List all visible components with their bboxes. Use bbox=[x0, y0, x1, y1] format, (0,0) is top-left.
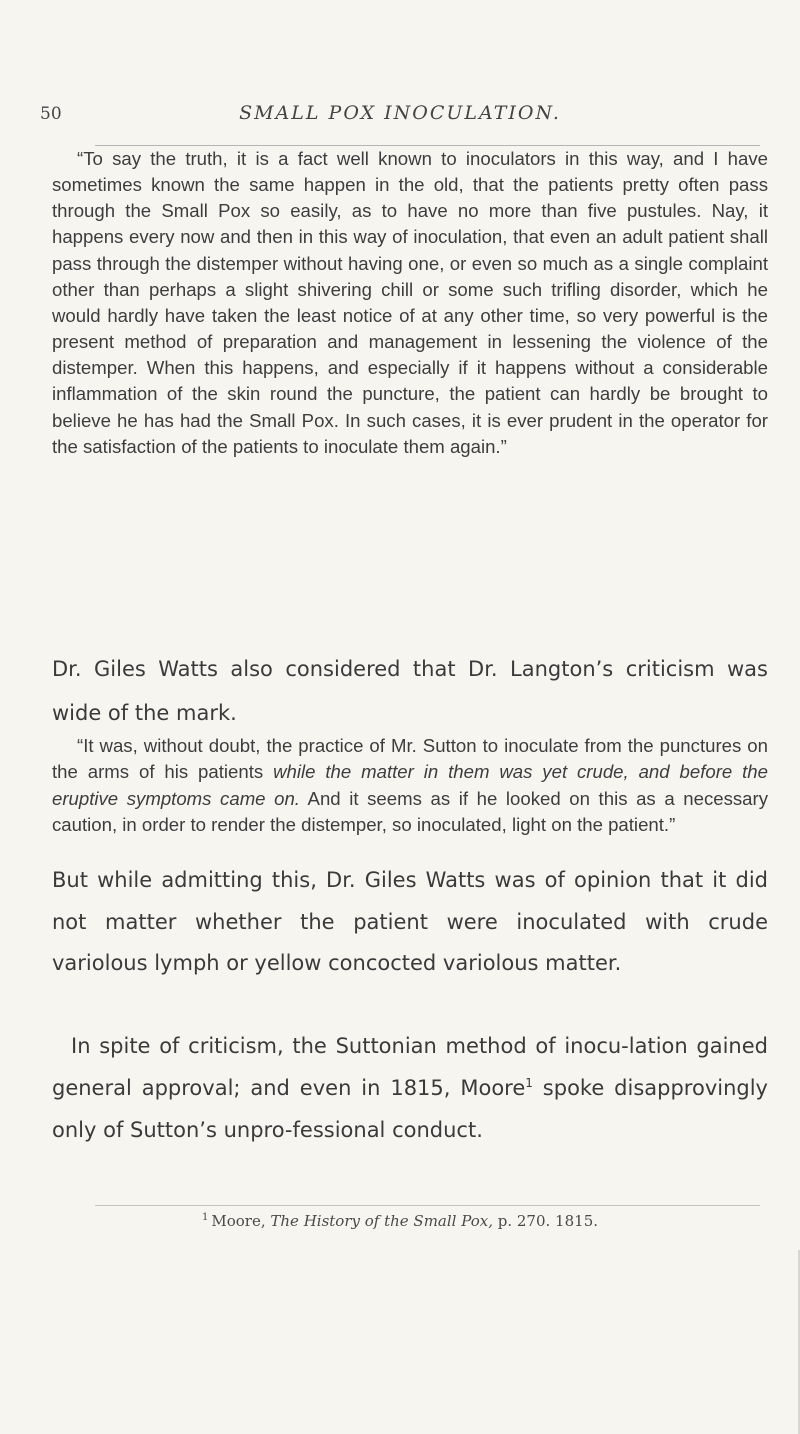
page-number: 50 bbox=[40, 104, 62, 124]
footnote bbox=[0, 1212, 800, 1230]
footnote-rule bbox=[95, 1205, 760, 1206]
quote-text-end: And it seems as if he looked on this as a necessary caution, in order to render the distemper, so inoculated, light on the patient.” bbox=[52, 787, 769, 836]
quotation-paragraph-1: “To say the truth, it is a fact well known to inoculators in this way, and I have sometimes known the same happen in the old, that the patients pretty often pass through the Small Pox so easily, as to have no more than five pustules. Nay, it happens every now and then in this way of inoculation, that even an adult patient shall pass through the distemper without having one, or even so much as a single complaint other than perhaps a slight shivering chill or some such trifling disorder, which he would hardly have taken the least notice of at any other time, so very powerful is the present method of preparation and management in lessening the violence of the distemper. When this happens, and especially if it happens without a considerable inflammation of the skin round the puncture, the patient can hardly be brought to believe he has had the Small Pox. In such cases, it is ever prudent in the operator for the satisfaction of the patients to inoculate them again.” bbox=[52, 148, 768, 457]
footnote-author: Moore, bbox=[211, 1212, 271, 1230]
footnote-reference: 1 bbox=[525, 1076, 533, 1090]
body-paragraph-suttonian bbox=[52, 1025, 768, 1151]
footnote-mark: 1 bbox=[202, 1212, 209, 1223]
footnote-details: p. 270. 1815. bbox=[492, 1212, 598, 1230]
footnote-title: The History of the Small Pox, bbox=[270, 1212, 493, 1230]
quotation-paragraph-2 bbox=[52, 733, 768, 839]
paragraph-text-end: spoke disapprovingly only of Sutton’s unpro-fessional conduct. bbox=[52, 1076, 768, 1142]
running-head: SMALL POX INOCULATION. bbox=[239, 102, 561, 124]
paragraph-text: In spite of criticism, the Suttonian method of inocu-lation gained general approval; and even in 1815, Moore bbox=[52, 1034, 768, 1100]
body-paragraph-admitting: But while admitting this, Dr. Giles Watts was of opinion that it did not matter whether the patient were inoculated with crude variolous lymph or yellow concocted variolous matter. bbox=[52, 868, 768, 976]
quote-italic-text: while the matter in them was yet crude, and before the eruptive symptoms came on. bbox=[52, 761, 768, 809]
quote-text: “It was, without doubt, the practice of Mr. Sutton to inoculate from the punctures on the arms of his patients bbox=[52, 735, 768, 783]
body-paragraph-giles-watts: Dr. Giles Watts also considered that Dr. Langton’s criticism was wide of the mark. bbox=[52, 657, 768, 725]
